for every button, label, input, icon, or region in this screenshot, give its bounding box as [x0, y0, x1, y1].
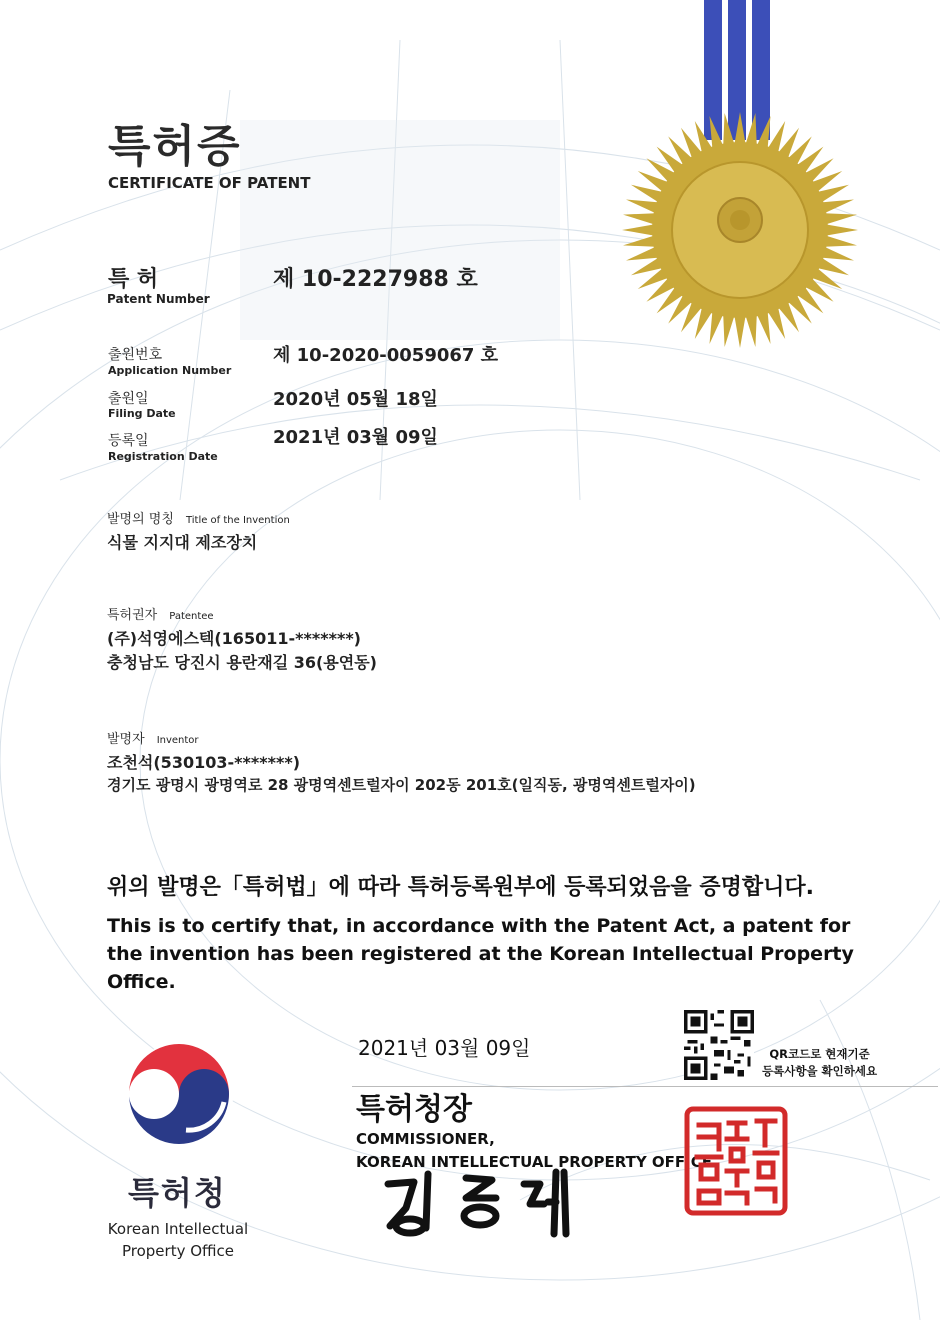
office-name-en-1: Korean Intellectual	[107, 1220, 249, 1238]
patentee-label-ko: 특허권자	[107, 608, 158, 623]
certification-statement-ko: 위의 발명은「특허법」에 따라 특허등록원부에 등록되었음을 증명합니다.	[107, 875, 814, 900]
inventor-name: 조천석(530103-*******)	[107, 753, 301, 772]
commissioner-title-en-2: KOREAN INTELLECTUAL PROPERTY OFFICE	[356, 1153, 713, 1171]
certification-statement-en: This is to certify that, in accordance with the Patent Act, a patent for the invention has been registered at the Korean Intellectual Property Office.	[107, 915, 854, 993]
invention-label-en: Title of the Invention	[185, 515, 290, 526]
patentee-name: (주)석영에스텍(165011-*******)	[107, 629, 361, 648]
invention-label	[107, 508, 290, 527]
filing-date-value: 2020년 05월 18일	[273, 389, 438, 410]
patentee-address: 충청남도 당진시 용란재길 36(용연동)	[107, 653, 377, 672]
filing-date-label-en: Filing Date	[108, 407, 176, 420]
application-number-value: 제 10-2020-0059067 호	[273, 345, 499, 366]
qr-code-icon	[684, 1010, 754, 1080]
patentee-label	[107, 604, 214, 623]
official-seal-icon	[683, 1105, 789, 1217]
commissioner-title-ko: 특허청장	[356, 1092, 472, 1127]
qr-note-line-1: QR코드로 현재기준	[769, 1047, 870, 1061]
issue-date: 2021년 03월 09일	[358, 1036, 531, 1060]
patentee-label-en: Patentee	[169, 611, 214, 622]
office-name-ko: 특허청	[128, 1174, 227, 1212]
office-name-en	[98, 1218, 258, 1262]
gold-seal-icon	[620, 110, 860, 350]
registration-date-label-ko: 등록일	[108, 433, 149, 449]
certificate-title-en: CERTIFICATE OF PATENT	[108, 174, 311, 192]
qr-note	[762, 1046, 877, 1080]
patent-number-label-ko: 특 허	[108, 267, 159, 292]
commissioner-title-en-1: COMMISSIONER,	[356, 1130, 495, 1148]
inventor-address: 경기도 광명시 광명역로 28 광명역센트럴자이 202동 201호(일직동, 광명역센트럴자이)	[107, 776, 696, 794]
application-number-label-ko: 출원번호	[108, 347, 163, 363]
registration-date-value: 2021년 03월 09일	[273, 427, 438, 448]
registration-date-label-en: Registration Date	[108, 450, 218, 463]
kipo-taegeuk-logo-icon	[124, 1042, 234, 1152]
invention-title-value: 식물 지지대 제조장치	[107, 533, 258, 552]
application-number-label-en: Application Number	[108, 364, 232, 377]
filing-date-label-ko: 출원일	[108, 391, 149, 407]
patent-number-label-en: Patent Number	[107, 292, 210, 306]
inventor-label	[107, 728, 199, 747]
certificate-title-ko: 특허증	[108, 121, 242, 172]
inventor-label-ko: 발명자	[107, 732, 145, 747]
commissioner-signature	[380, 1168, 580, 1238]
qr-note-line-2: 등록사항을 확인하세요	[762, 1064, 878, 1078]
inventor-label-en: Inventor	[156, 735, 199, 746]
invention-label-ko: 발명의 명칭	[107, 512, 174, 527]
patent-number-value: 제 10-2227988 호	[273, 267, 478, 292]
office-name-en-2: Property Office	[121, 1242, 235, 1260]
